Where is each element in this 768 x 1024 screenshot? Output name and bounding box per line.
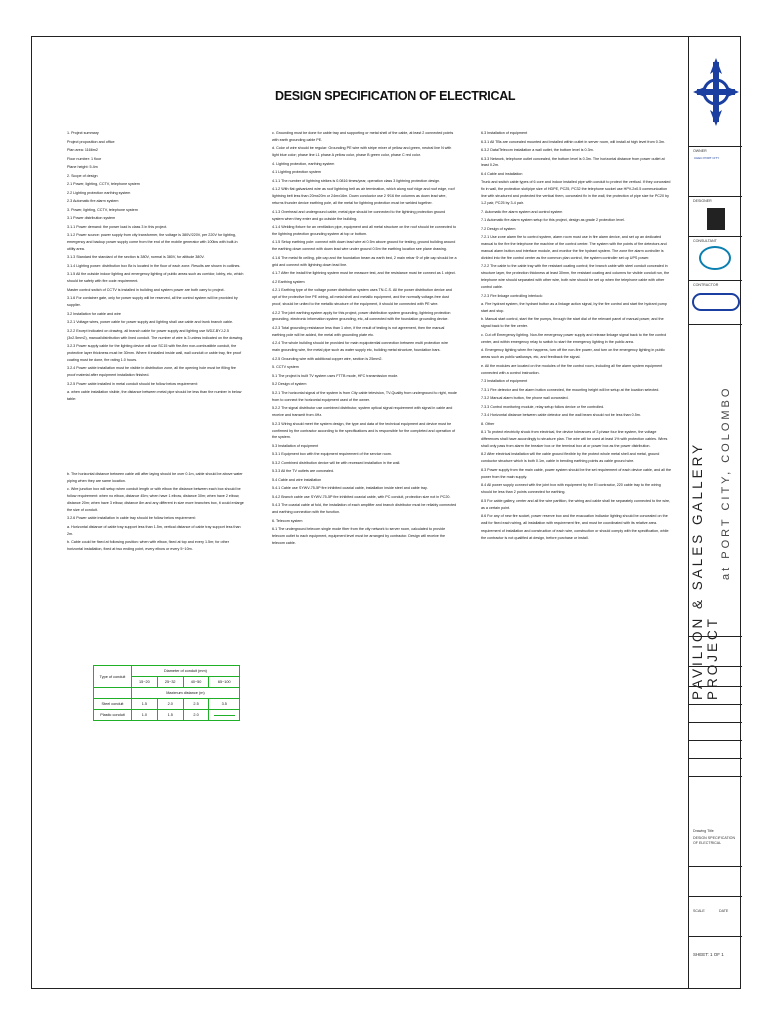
project-name-vertical (690, 370, 732, 700)
spec-paragraph: 7.3.2 Manual alarm button, fire phone wall concealed. (481, 396, 569, 401)
spec-paragraph: 4.1.3 Overhead and underground cable, metal pipe should be connected to the lightning protection ground system when they enter and go outside the building. (272, 209, 446, 221)
table-row-label: Plastic conduit (94, 710, 132, 721)
spec-paragraph: 5.4.3 The coaxial cable at fold, the installation of each amplifier and branch distributor must be reliably connected and earthing connection with the function. (272, 503, 457, 515)
consultant-label: CONSULTANT (693, 239, 717, 243)
spec-paragraph: 5.2.3 Wiring should meet the system design, the type and data of the technical equipment and device must be confirmed by the contractor according to the specifications and is responsible for the completed and operation of the system. (272, 421, 456, 440)
spec-paragraph: 4.2 Earthing system (272, 279, 305, 284)
table-spacer (67, 405, 245, 471)
spec-paragraph: 4.1 Lighting protection system (272, 170, 321, 175)
spec-paragraph: 2.1 Power, lighting, CCTV, telephone system (67, 182, 140, 186)
spec-paragraph: 4.2.5 Grounding wire with additional copper wire, section is 25mm2. (272, 356, 383, 361)
spec-paragraph: a. when cable installation visible, the distance between metal pipe should be less than the number in below table: (67, 390, 242, 402)
spec-paragraph: e. All the modules are located on the modules of the fire control room, including all fire alarm system equipment connected with a control instruction. (481, 363, 663, 375)
spec-paragraph: 5.3.1 Equipment box with the equipment requirement of the service room. (272, 452, 392, 457)
spec-paragraph: 4.1.5 Setup earthing pole: connect with down lead wire at 0.5m above ground for testing, ground building around the earthing down connect with down lead wire under ground 0.5m the earthing location see plane drawing. (272, 240, 456, 252)
spec-paragraph: 6.3.2 Data/Telecom installation a wall outlet, the bottom level is 0.3m. (481, 148, 594, 152)
spec-paragraph: 3.2.6 Power cable installation in cable tray should be follow below requirement: (67, 516, 196, 521)
spec-paragraph: 3.1 Power distribution system (67, 216, 116, 220)
spec-paragraph: 5.2.2 The signal distributor use combined distributor, system optical signal requirement with signal in cable and receive and transmit from 4Hz. (272, 406, 453, 418)
project-name-line2: at PORT CITY, COLOMBO (720, 385, 732, 580)
title-block-divider (689, 146, 742, 147)
title-block-divider (689, 236, 742, 237)
spec-paragraph: 3.1.2 Power source: power supply from city transformer, the voltage is 380V/220V, per 220V for lighting, emergency and backup power supply come from the end of the mobile generator with 100kw with built-in utility area. (67, 233, 238, 251)
spec-paragraph: 3.2.3 Power supply cable for the lighting device will use SC15 with fire-flex non-combustible conduit, the protective layer thickness must be 30mm. Where it installed inside wall, wall conduit or cable tray, fire proof coating must be done, fire rating 1.0 hours. (67, 344, 242, 362)
drawing-title: DESIGN SPECIFICATION OF ELECTRICAL (693, 836, 736, 845)
contractor-label: CONTRACTOR (693, 283, 719, 287)
spec-paragraph: 6.3 Installation of equipment (481, 131, 528, 135)
spec-paragraph: 3.2 Installation for cable and wire (67, 311, 121, 316)
spec-paragraph: 5.4.2 Branch cable use SYWV-75-5P fire inhibited coaxial cable, with PC conduit, protection size not in PC20. (272, 494, 451, 499)
table-cell: 2.5 (183, 699, 209, 710)
table-cell-dash (209, 710, 240, 721)
spec-paragraph: 1. Project summary (67, 131, 99, 135)
designer-logo (707, 208, 725, 230)
table-row-label: Steel conduit (94, 699, 132, 710)
table-type-header: Type of conduit (94, 666, 132, 688)
spec-paragraph: 4.1.2 With flat galvanized wire as roof lightning belt as air termination, which along roof ridge and roof edge, roof lightning belt less than 20mx20m or 24mx16m. Down conductor use 2 Φ16 the columns as down lead wire, returns thunder device earthing pole, all the metal for lightning protection must be welded together. (272, 187, 455, 206)
spec-paragraph: requirement of installation and construction of each wire, construction or should comply with the specification, while the contractor is not qualified at design, before purchase or install. (481, 529, 669, 541)
title-block-divider (689, 280, 742, 281)
conduit-distance-table (93, 665, 240, 721)
cross-emblem-icon (693, 44, 739, 144)
spec-paragraph: 5.3.2 Combined distribution device will be with recessed installation in the wall. (272, 460, 401, 465)
spec-paragraph: 4.2.2 The joint earthing system apply for this project, power distribution system grounding, lightning protection grounding, electronic information system grounding, etc, all connected with the foundation grounding device. (272, 310, 451, 322)
spec-paragraph: 8.1 To protect electricity shock from electrical, the device tolerances of 3 phase four line system, the voltage differences shall have accordingly to structure plan. The wire will be used at least 1% with protection cables. Wires shall only pass from alarm the breaker box or the terminal box at or power box as the power distribution. (481, 430, 668, 448)
table-cell: 1.5 (157, 710, 183, 721)
spec-paragraph: 5.2.1 The horizontal signal of the system is from City cable television, TV-Quality from underground to right, mode from to connect the horizontal equipment used of the owner. (272, 390, 457, 402)
spec-paragraph: 7.2.3 Fire linkage controlling interlock: (481, 293, 543, 298)
spec-paragraph: c. Cut off Emergency lighting. Non-fire emergency power supply and release linkage signal back to the fire control center, and within emergency relay to switch to start the emergency lighting in the public area. (481, 332, 667, 344)
spec-paragraph: 5.2 Design of system (272, 382, 307, 387)
spec-paragraph: 3.1.3 Standard the standard of the section is 380V, normal is 380V, for altitude 380V. (67, 255, 205, 260)
spec-paragraph: 5.3 Installation of equipment (272, 443, 319, 448)
spec-paragraph: 5.4 Cable and wire installation (272, 477, 322, 482)
table-diameter: 25~32 (157, 677, 183, 688)
client-logo (693, 44, 739, 144)
spec-paragraph: 7.2.2 The cable to the cable tray with fire resistant coating control; the branch cable with steel conduit concealed in structure layer, the protection thickness at least 30mm, fire resistant coating and columns for visible conduit run, the telephone wire should separated with other wire, both wire should be set up when the telephone cable with other control cable. (481, 264, 670, 290)
designer-label: DESIGNER (693, 199, 712, 203)
table-diameter: 40~50 (183, 677, 209, 688)
contractor-logo (692, 293, 740, 311)
spec-paragraph: 6.3.3 Network, telephone outlet concealed, the bottom level is 0.3m. The horizontal distance from power outlet at least 0.2m. (481, 156, 665, 168)
spec-paragraph: 6.4 Cable and installation (481, 171, 523, 176)
spec-paragraph: Floor number: 1 floor (67, 156, 102, 161)
table-cell: 1.0 (131, 710, 157, 721)
spec-paragraph: c. Wire junction box will setup when conduit length or with elbow the distance between each box should be follow requirement: when no elbow, distance 45m; when have 1 elbow, distance 30m; when have 2 elbow, distance 20m; when have 3 elbow, distance 8m and any different in size more branches box, it could enlarge the size of conduit. (67, 487, 244, 512)
spec-paragraph: 7.2.1 Use zone alarm fire to control system, alarm room must use in fire alarm device, and set up an dedicated manual to the fire the telephone the machine of the control center. The system with the points of fire detectors and manual alarm button and interface module, and monitor the fire hydrant system. The zone fire alarm controller is divided into the fire control center as the common plan control, the system controller set up UPS power. (481, 235, 667, 260)
spec-paragraph: Trunk and switch cable types of 6 core and indoor installed pipe with conduit to protect the vertical. If they concealed fix in wall, the protection slot/pipe size of HDPE, PC25, PC32 the telephone socket use HPV-2x0.5 communication line with structured and protected the vertical them, concealed fix in the wall, the protection of pipe size for PC20 by 1-2 pair, PC25 by 3-4 pair. (481, 180, 671, 206)
spec-paragraph: a. Fire hydrant system, the hydrant button as a linkage action signal, by the fire control and start the hydrant pump start and stop. (481, 302, 667, 313)
sheet-number: SHEET: 1 OF 1 (693, 952, 724, 957)
spec-paragraph: 5.3.3 All the TV outlets are concealed. (272, 469, 335, 474)
spec-paragraph: 7.3.4 Horizontal distance between cable detector and the wall beam should not be less than 0.5m. (481, 413, 641, 418)
title-block-divider (689, 776, 742, 777)
spec-paragraph: 7.2 Design of system (481, 226, 516, 231)
spec-paragraph: 3.1.5 All the outside indoor lighting and emergency lighting of public areas such as corridor, lobby, etc, which should be safety with fire code requirement. (67, 272, 244, 284)
spec-paragraph: 7.1 Automatic fire alarm system setup for this project, design as grade 2 protection level. (481, 218, 625, 223)
title-block-divider (689, 758, 742, 759)
spec-paragraph: a. Horizontal distance of cable tray support less than 1.5m, vertical distance of cable tray support less than 2m. (67, 524, 241, 536)
consultant-logo (699, 246, 731, 270)
spec-paragraph: 4.1.7 After the install the lightning system must be measure test, and the resistance must be connect as 1 object. (272, 271, 456, 276)
title-block-divider (689, 196, 742, 197)
table-cell: 1.5 (131, 699, 157, 710)
table-empty-cell (94, 688, 132, 699)
spec-paragraph: c. Grounding must be done for cable tray and supporting or metal shell of the cable, at least 2 connected points with earth grounding cable PE. (272, 131, 454, 142)
spec-paragraph: Master control switch of CCTV is installed in building and system power are both carry to project. (67, 287, 225, 292)
spec-paragraph: 6.1 The underground telecom single mode fiber from the city network to server room, calculated to provide telecom outlet to each equipment, equipment level must be arranged by contractor. Design will receive the telecom cable. (272, 527, 446, 546)
spec-column-2 (272, 130, 457, 549)
scale-label: SCALE (693, 909, 705, 913)
spec-paragraph: d. Color of wire should be regular: Grounding PE wire with stripe mixer of yellow and green, neutral line N with light blue color; phase line L1 phase A yellow color, phase B green color, phase C red color. (272, 146, 452, 158)
page-title: DESIGN SPECIFICATION OF ELECTRICAL (275, 89, 516, 103)
spec-paragraph: 8. Other (481, 421, 495, 426)
project-name-line1: PAVILION & SALES GALLERY PROJECT (690, 442, 720, 700)
spec-paragraph: 2.2 Lighting protection earthing system (67, 190, 131, 195)
spec-paragraph: Project proposition and office (67, 139, 115, 144)
spec-paragraph: 8.2 After electrical installation will the cable ground flexible by the protect whole metal shell and metal, ground conductor structure which is both 0.1m, cable in bending earthing points as cable ground wire. (481, 452, 660, 464)
spec-paragraph: 7.3.3 Control monitoring module, relay setup follow device or fire controlled. (481, 404, 605, 409)
spec-paragraph: 4.2.3 Total grounding resistance less than 1 ohm, if the result of testing is not agreement, then the manual earthing pole will be added, the metal with grounding plate etc. (272, 325, 445, 337)
title-block-divider (689, 936, 742, 937)
spec-paragraph: 3.2.5 Power cable installed in metal conduit should be follow below requirement: (67, 381, 198, 386)
drawing-title-label: Drawing Title (693, 829, 714, 833)
spec-paragraph: Plan area: 1166m2 (67, 148, 98, 152)
owner-logo: CHEC PORT CITY (694, 156, 720, 160)
spec-paragraph: 8.4 All power supply connect with the joint box with equipment by the El contractor, 220 cable tray to the wiring should be less than 2 points connected for earthing. (481, 483, 661, 495)
spec-paragraph: 4.1.1 The number of lightning strikes is 0.0816 times/year, operation class 3 lightning protection design. (272, 178, 441, 183)
table-diameter: 65~100 (209, 677, 240, 688)
spec-paragraph: 6.3.1 All TBs are concealed mounted and installed within outlet in server room, will install at high level from 0.3m. (481, 139, 665, 144)
spec-paragraph: 2. Scope of design (67, 173, 98, 178)
spec-paragraph: 2.3 Automatic fire alarm system (67, 199, 119, 203)
spec-paragraph: 3.2.4 Power cable installation must be visible in distribution zone, all the opening hole must be filling fire proof material after equipment installation finished. (67, 366, 236, 378)
spec-paragraph: 8.5 For cable gallery, center and all the wire partition, the wiring and cable shall be separately connected to the wire, as a certain point. (481, 498, 671, 510)
spec-paragraph: 7.3 Installation of equipment (481, 379, 528, 384)
spec-paragraph: 3.1.4 Lighting power: distribution box Bx is located in the floor of each zone. Results are shown in outlines. (67, 263, 241, 268)
title-block-divider (689, 740, 742, 741)
spec-column-1 (67, 130, 245, 555)
table-diameter: 15~20 (131, 677, 157, 688)
spec-paragraph: 3. Power, lighting, CCTV, telephone system (67, 207, 138, 212)
spec-paragraph: 7. Automatic fire alarm system and control system (481, 209, 563, 214)
title-block-divider (689, 866, 742, 867)
spec-paragraph: 5. CCTV system (272, 365, 299, 370)
spec-paragraph: 6. Telecom system (272, 518, 303, 523)
table-cell: 2.0 (157, 699, 183, 710)
spec-paragraph: 7.3.1 Fire detector and fire alarm button connected, the mounting height will be setup at the location selected. (481, 387, 660, 392)
spec-paragraph: 3.2.1 Voltage wires, power cable for power supply and lighting shall use cable and trunk branch cable. (67, 320, 234, 325)
title-block-divider (689, 704, 742, 705)
spec-paragraph: 8.3 Power supply from the main cable, power system should be the set requirement of each device cable, and all the power from the main supply. (481, 467, 672, 479)
table-sub-header: Maximum distance (m) (131, 688, 239, 699)
title-block-divider (689, 896, 742, 897)
spec-paragraph: 4.1.6 The metal fix ceiling, pile cap and the foundation beam as earth bed, 2 main rebar Φ of pile cap should be a grid and connect with lightning down lead line. (272, 255, 457, 267)
spec-paragraph: 4. Lighting protection, earthing system (272, 161, 335, 166)
spec-paragraph: b. The horizontal distance between cable will after laying should be over 0.1m, cable should be above water piping when they are same location. (67, 471, 243, 483)
date-label: DATE (719, 909, 729, 913)
spec-paragraph: 3.1.6 For container gate, only for power supply will be reserved, all the control system will be provided by supplier. (67, 296, 238, 308)
spec-paragraph: 4.1.4 Welding fixture for an ventilation pipe, equipment and all metal structure on the roof should be connected to the lightning protection grounding system at top or bottom. (272, 225, 457, 236)
title-block-divider (689, 324, 742, 325)
spec-paragraph: b. Cable could be fixed at following position: when with elbow, fixed at top and every 1.5m; for other horizontal installation, fixed at two ending point, every elbow or every 5~10m. (67, 540, 229, 552)
title-block-divider (689, 722, 742, 723)
spec-column-3 (481, 130, 671, 544)
table-cell: 2.0 (183, 710, 209, 721)
owner-label: OWNER (693, 149, 707, 153)
spec-paragraph: b. Manual start control, start the fire pumps, through the start dial of the relevant panel of manual power, and the signal back to the fire center. (481, 317, 664, 329)
spec-paragraph: 5.1 The project is built TV system uses FTTB mode, HFC transmission mode. (272, 373, 399, 378)
table-cell: 3.5 (209, 699, 240, 710)
spec-paragraph: 5.4.1 Cable use SYWV-75-5P fire inhibited coaxial cable, installation inside steel and cable tray. (272, 486, 428, 491)
spec-paragraph: 4.2.1 Earthing type of the voltage power distribution system uses TN-C-S. All the power distribution device and opt of the protective line PE wiring, all metal shell and metallic equipment, and the normally voltage-free dust proof, should be united to the metallic structure of the equipment, it should be connected with PE wire. (272, 288, 452, 307)
spec-paragraph: d. Emergency lighting when fire happens, turn off the non-fire power, and turn on the emergency lighting in public areas such as public walkways, etc, and feedback the signal. (481, 348, 666, 360)
table-diameter-header: Diameter of conduit (mm) (131, 666, 239, 677)
spec-paragraph: 8.6 For any of new fire socket, power reserve box and the evacuation indicator lighting should be concealed on the wall for fixed each wiring, all installation with requirement fire, and must be coordinated with its relative area. (481, 514, 668, 525)
spec-paragraph: 3.1.1 Power demand: the power load is class 3 in this project. (67, 224, 168, 229)
spec-paragraph: 4.2.4 The whole building should be provided for main equipotential connection between multi protection wire main grounding wire, the metal pipe such as water supply etc, building metal structure, foundation bars. (272, 341, 449, 353)
spec-paragraph: Plane height: 5.4m (67, 165, 98, 169)
spec-paragraph: 3.2.2 Except indicated on drawing, all branch cable for power supply and lighting use WDZ-BYJ-2.5 (3x2.5mm2), manual/distribution with lined conduit. The number of wire is 3 unless indicated on the drawing. (67, 328, 244, 340)
